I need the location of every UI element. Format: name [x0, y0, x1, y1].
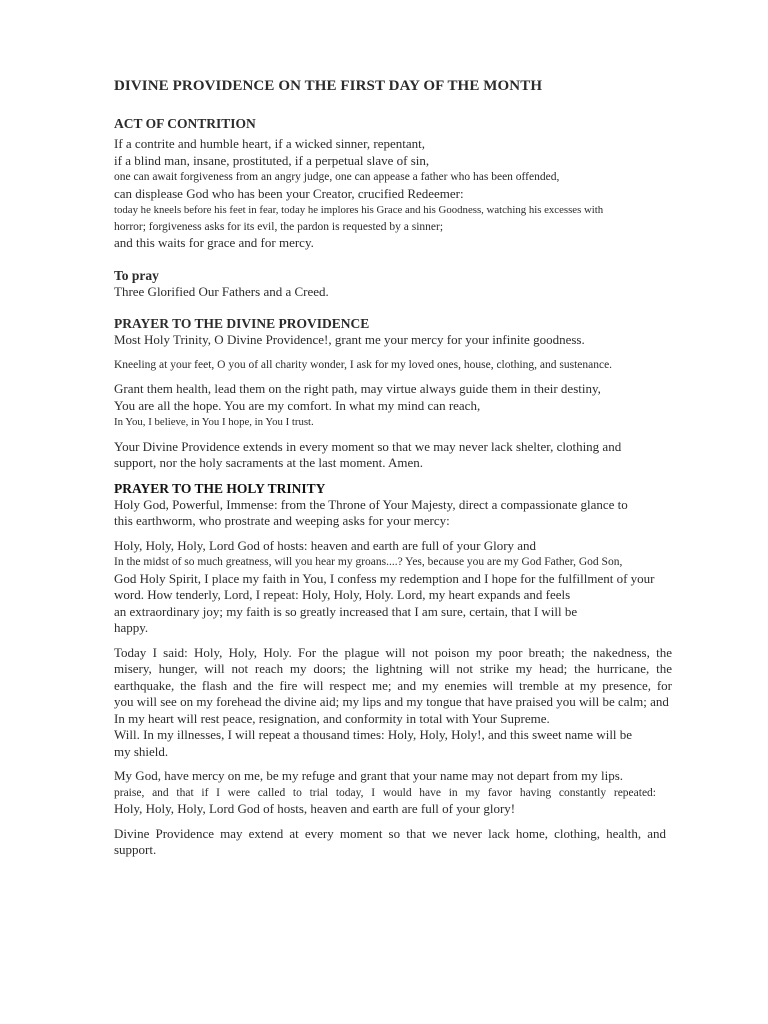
text-line: can displease God who has been your Creator, crucified Redeemer:	[114, 185, 464, 201]
text-line: Kneeling at your feet, O you of all charity wonder, I ask for my loved ones, house, clothing, and sustenance.	[114, 358, 613, 371]
holy-trinity-paragraph-4	[114, 768, 714, 818]
text-line: Most Holy Trinity, O Divine Providence!, grant me your mercy for your infinite goodness.	[114, 332, 585, 347]
text-line: Your Divine Providence extends in every moment so that we may never lack shelter, clothing and	[114, 438, 622, 454]
act-of-contrition-heading: ACT OF CONTRITION	[114, 116, 256, 131]
text-line: horror; forgiveness asks for its evil, the pardon is requested by a sinner;	[114, 220, 444, 233]
text-line: Holy God, Powerful, Immense: from the Throne of Your Majesty, direct a compassionate glance to	[114, 496, 628, 512]
text-line: an extraordinary joy; my faith is so greatly increased that I am sure, certain, that I will be	[114, 603, 578, 619]
holy-trinity-paragraph-5	[114, 826, 714, 859]
text-line: You are all the hope. You are my comfort. In what my mind can reach,	[114, 397, 481, 413]
text-line: if a blind man, insane, prostituted, if a perpetual slave of sin,	[114, 152, 430, 168]
text-line: misery, hunger, will not reach my doors; the lightning will not strike my head; the hurricane, the	[114, 661, 672, 676]
text-line: Divine Providence may extend at every moment so that we never lack home, clothing, health, and	[114, 825, 666, 841]
text-line: God Holy Spirit, I place my faith in You, I confess my redemption and I hope for the fulfillment of your	[114, 570, 655, 586]
holy-trinity-paragraph-2	[114, 538, 714, 637]
text-line: you will see on my forehead the divine aid; my lips and my tongue that have praised you will be calm; and	[114, 694, 669, 709]
text-line: In You, I believe, in You I hope, in You I trust.	[114, 416, 314, 428]
text-line: praise, and that if I were called to trial today, I would have in my favor having constantly repeated:	[114, 786, 656, 799]
text-line: My God, have mercy on me, be my refuge and grant that your name may not depart from my lips.	[114, 768, 624, 783]
text-line: Grant them health, lead them on the right path, may virtue always guide them in their destiny,	[114, 381, 601, 396]
text-line: earthquake, the flash and the fire will respect me; and my enemies will tremble at my presence, for	[114, 677, 672, 693]
to-pray-heading: To pray	[114, 267, 159, 283]
text-line: Will. In my illnesses, I will repeat a thousand times: Holy, Holy, Holy!, and this sweet name will be	[114, 727, 633, 742]
document-title: DIVINE PROVIDENCE ON THE FIRST DAY OF THE MONTH	[114, 78, 543, 94]
text-line: this earthworm, who prostrate and weeping asks for your mercy:	[114, 513, 450, 528]
divine-providence-heading: PRAYER TO THE DIVINE PROVIDENCE	[114, 316, 370, 331]
holy-trinity-heading: PRAYER TO THE HOLY TRINITY	[114, 480, 326, 496]
text-line: one can await forgiveness from an angry judge, one can appease a father who has been offended,	[114, 171, 560, 183]
act-of-contrition-text	[114, 136, 714, 252]
document-body	[114, 78, 714, 859]
text-line: and this waits for grace and for mercy.	[114, 235, 314, 250]
text-line: today he kneels before his feet in fear, today he implores his Grace and his Goodness, watching his excesses with	[114, 204, 604, 216]
text-line: In my heart will rest peace, resignation, and conformity in total with Your Supreme.	[114, 710, 550, 726]
to-pray-text: Three Glorified Our Fathers and a Creed.	[114, 283, 329, 299]
text-line: support.	[114, 842, 157, 857]
text-line: support, nor the holy sacraments at the last moment. Amen.	[114, 455, 424, 470]
holy-trinity-paragraph-1	[114, 497, 714, 530]
text-line: my shield.	[114, 743, 169, 759]
text-line: Holy, Holy, Holy, Lord God of hosts, heaven and earth are full of your glory!	[114, 801, 516, 816]
holy-trinity-paragraph-3	[114, 645, 714, 761]
text-line: happy.	[114, 620, 149, 635]
text-line: Holy, Holy, Holy, Lord God of hosts: heaven and earth are full of your Glory and	[114, 537, 537, 553]
text-line: word. How tenderly, Lord, I repeat: Holy, Holy, Holy. Lord, my heart expands and feels	[114, 587, 571, 602]
text-line: In the midst of so much greatness, will you hear my groans....? Yes, because you are my God Father, God Son,	[114, 556, 623, 568]
text-line: If a contrite and humble heart, if a wicked sinner, repentant,	[114, 136, 425, 151]
text-line: Today I said: Holy, Holy, Holy. For the plague will not poison my poor breath; the nakedness, the	[114, 644, 672, 660]
